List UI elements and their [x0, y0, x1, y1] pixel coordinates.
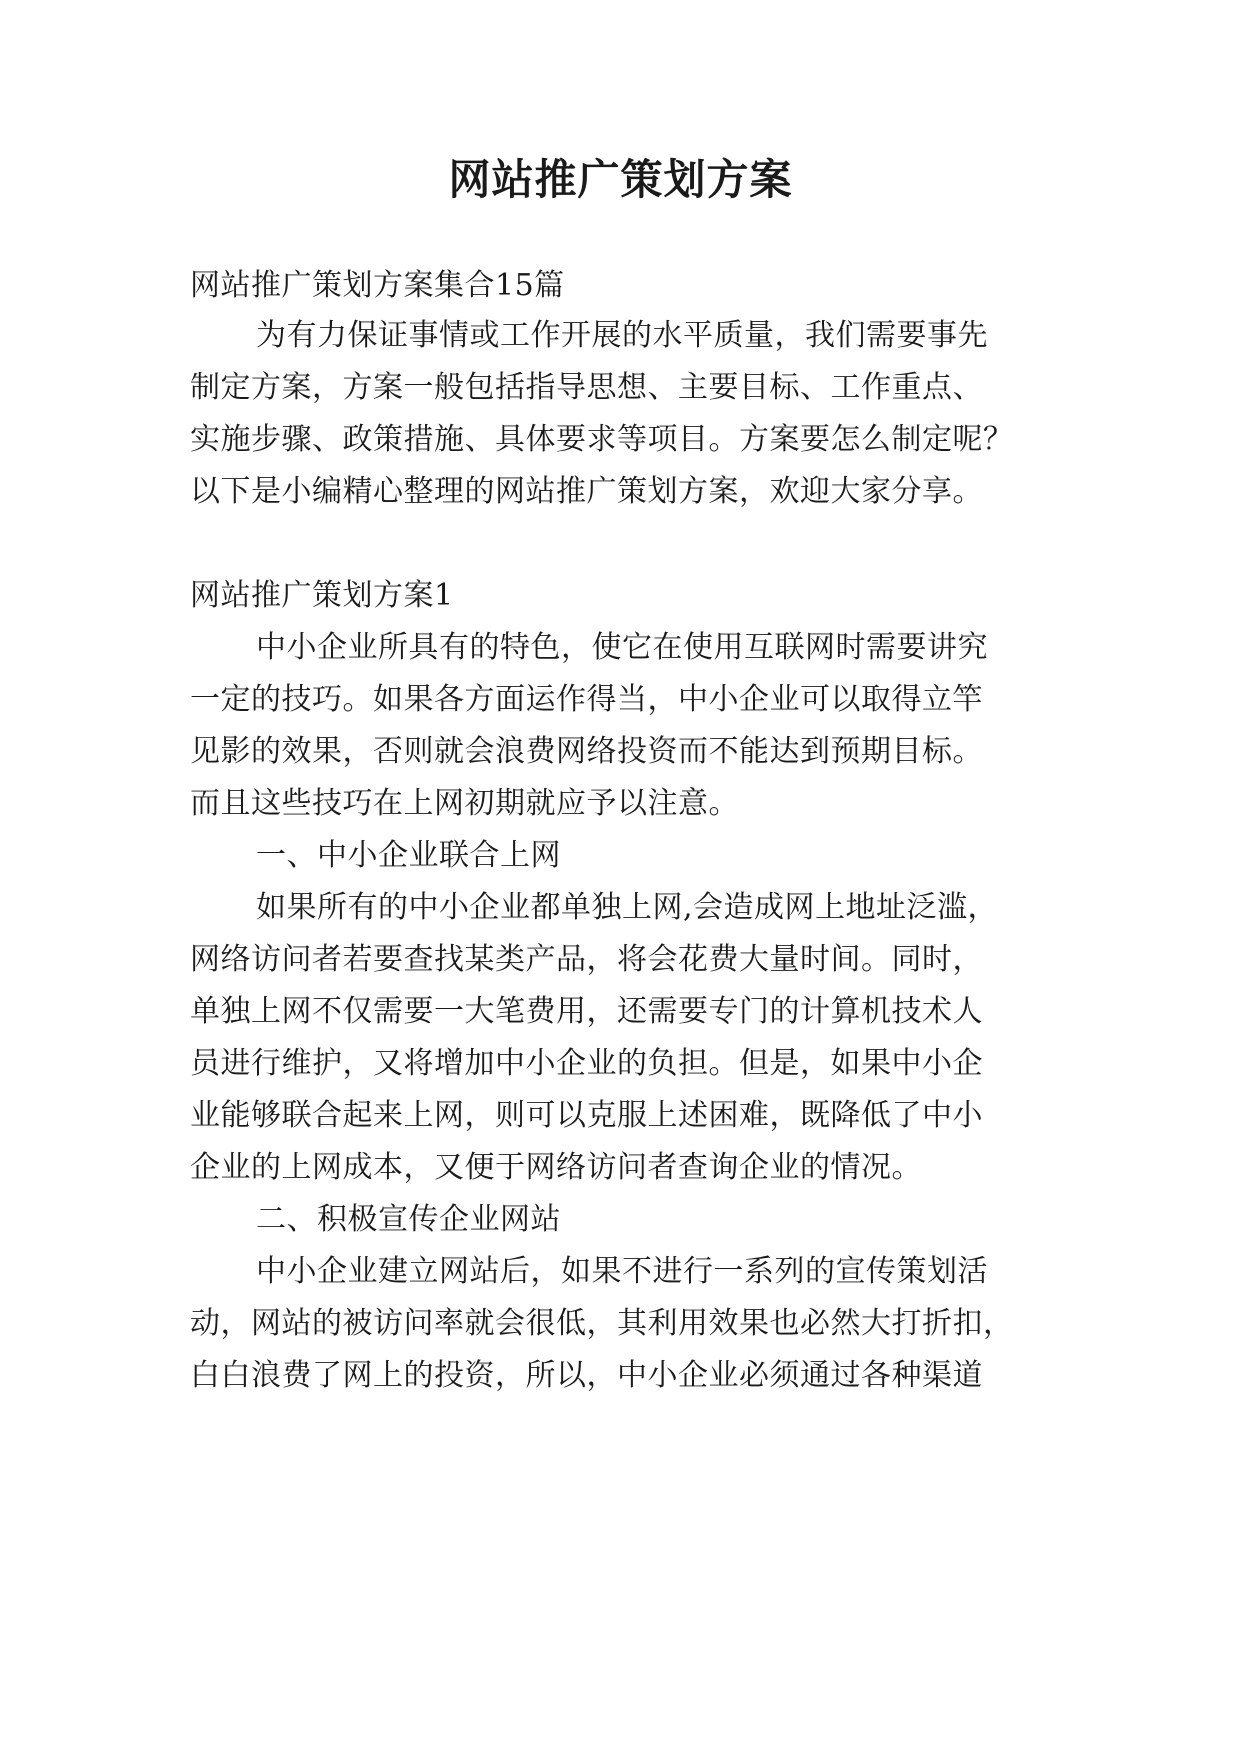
- paragraph-line: 企业的上网成本，又便于网络访问者查询企业的情况。: [190, 1150, 922, 1185]
- document-title: 网站推广策划方案: [448, 155, 793, 204]
- paragraph-line: 业能够联合起来上网，则可以克服上述困难，既降低了中小: [190, 1098, 983, 1133]
- paragraph-line: 中小企业所具有的特色，使它在使用互联网时需要讲究: [256, 630, 988, 665]
- paragraph-line: 白白浪费了网上的投资，所以，中小企业必须通过各种渠道: [190, 1358, 983, 1393]
- paragraph-line: 如果所有的中小企业都单独上网,会造成网上地址泛滥，: [256, 890, 999, 925]
- section-heading: 网站推广策划方案1: [190, 578, 454, 613]
- paragraph-line: 动，网站的被访问率就会很低，其利用效果也必然大打折扣，: [190, 1306, 1014, 1341]
- paragraph-line: 而且这些技巧在上网初期就应予以注意。: [190, 786, 739, 821]
- paragraph-line: 制定方案，方案一般包括指导思想、主要目标、工作重点、: [190, 370, 983, 405]
- paragraph-line: 员进行维护，又将增加中小企业的负担。但是，如果中小企: [190, 1046, 983, 1081]
- subsection-heading: 一、中小企业联合上网: [256, 838, 561, 873]
- paragraph-line: 为有力保证事情或工作开展的水平质量，我们需要事先: [256, 318, 988, 353]
- paragraph-line: 网络访问者若要查找某类产品，将会花费大量时间。同时，: [190, 942, 983, 977]
- paragraph-line: 中小企业建立网站后，如果不进行一系列的宣传策划活: [256, 1254, 988, 1289]
- subtitle-line: 网站推广策划方案集合15篇: [190, 268, 565, 303]
- paragraph-line: 单独上网不仅需要一大笔费用，还需要专门的计算机技术人: [190, 994, 983, 1029]
- subsection-heading: 二、积极宣传企业网站: [256, 1202, 561, 1237]
- paragraph-line: 见影的效果，否则就会浪费网络投资而不能达到预期目标。: [190, 734, 983, 769]
- paragraph-line: 以下是小编精心整理的网站推广策划方案，欢迎大家分享。: [190, 474, 983, 509]
- paragraph-line: 实施步骤、政策措施、具体要求等项目。方案要怎么制定呢？: [190, 422, 1014, 457]
- paragraph-line: 一定的技巧。如果各方面运作得当，中小企业可以取得立竿: [190, 682, 983, 717]
